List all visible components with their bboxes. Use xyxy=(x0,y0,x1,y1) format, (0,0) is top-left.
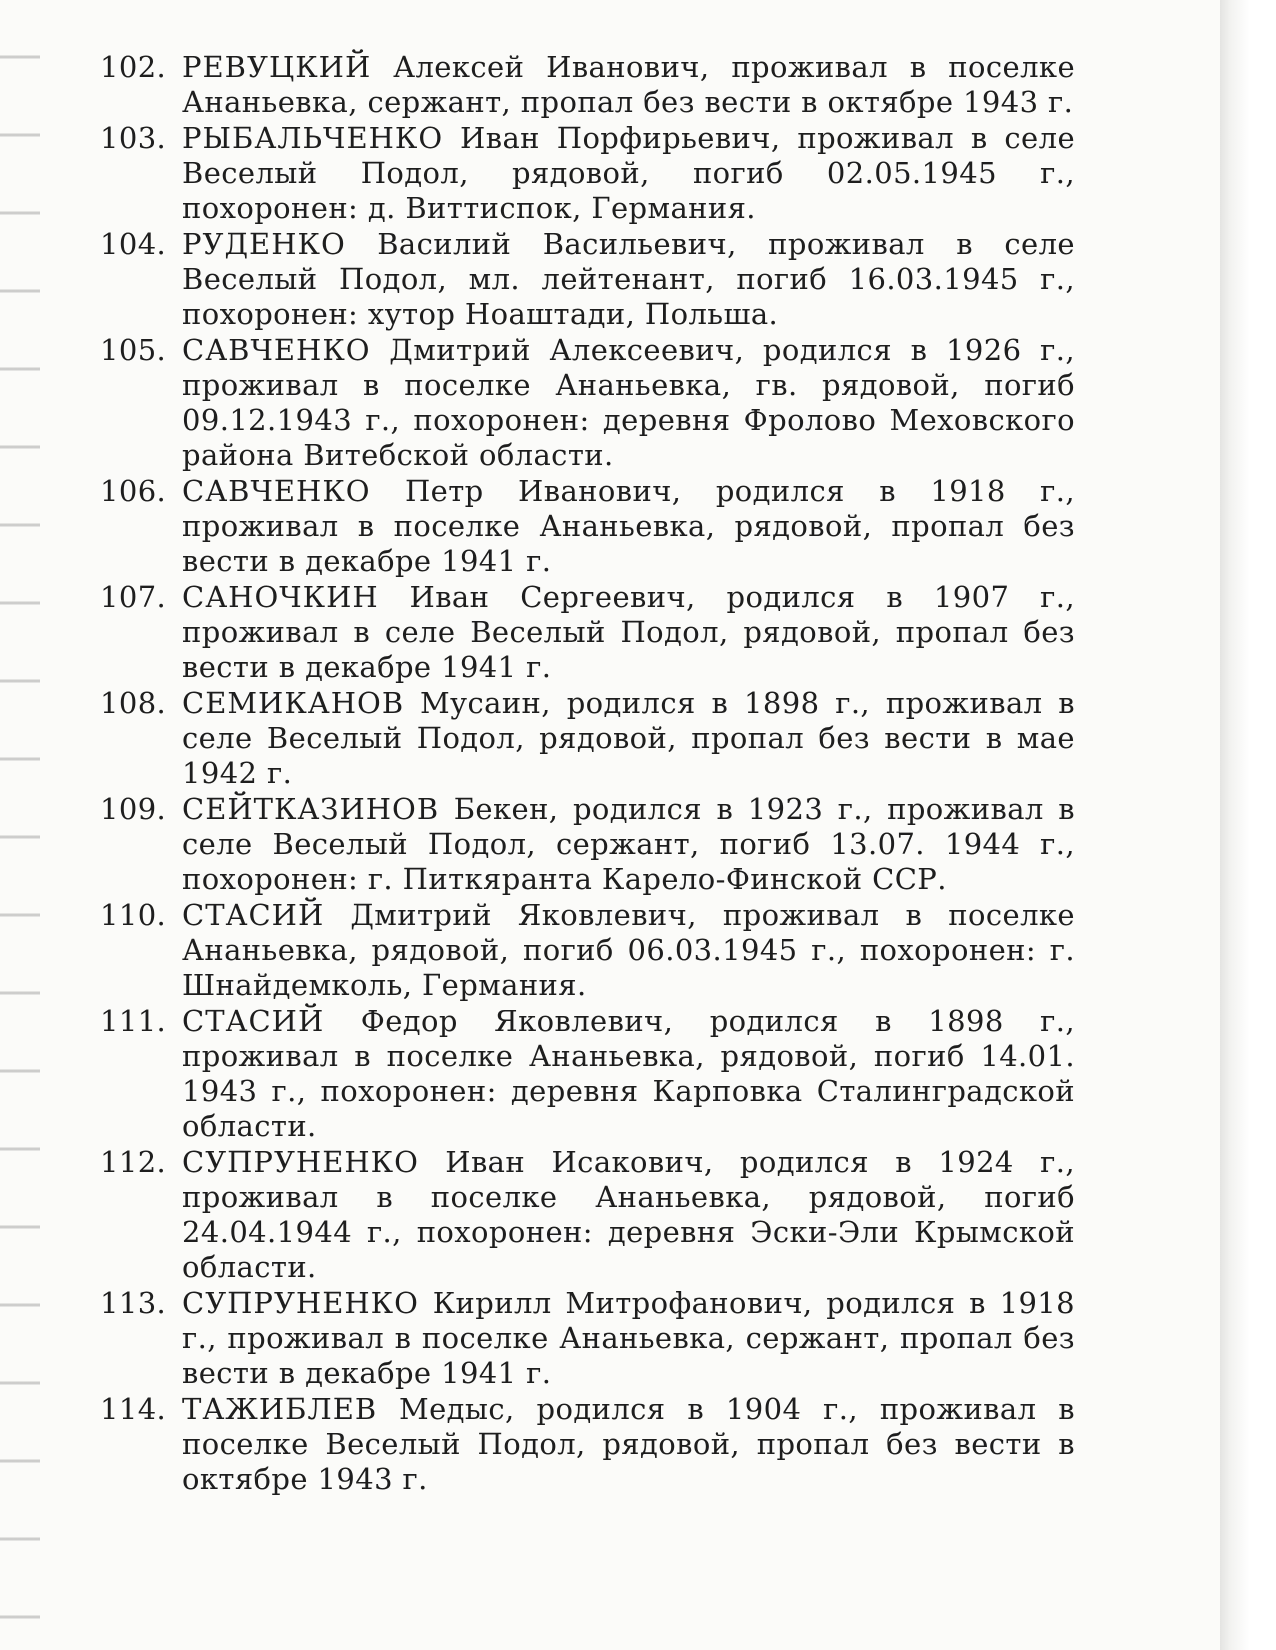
entry-number: 108. xyxy=(100,686,167,720)
entry-number: 114. xyxy=(100,1392,167,1426)
entry-text: Иван Исакович, родился в 1924 г., проживал в поселке Ананьевка, рядовой, погиб 24.04.1944 г., похоронен: деревня Эски-Эли Крымской области. xyxy=(182,1145,1075,1284)
entry-number: 110. xyxy=(100,898,167,932)
list-entry xyxy=(100,1145,1075,1285)
entry-surname: САВЧЕНКО xyxy=(182,333,371,367)
entry-number: 107. xyxy=(100,580,167,614)
entry-text: Федор Яковлевич, родился в 1898 г., проживал в поселке Ананьевка, рядовой, погиб 14.01. 1943 г., похоронен: деревня Карповка Сталинградской области. xyxy=(182,1004,1075,1143)
entry-text: Дмитрий Яковлевич, проживал в поселке Ананьевка, рядовой, погиб 06.03.1945 г., похоронен: г. Шнайдемколь, Германия. xyxy=(182,898,1075,1002)
entry-number: 112. xyxy=(100,1145,167,1179)
list-entry xyxy=(100,227,1075,332)
entry-number: 111. xyxy=(100,1004,167,1038)
list-entry xyxy=(100,121,1075,226)
entry-text: Мусаин, родился в 1898 г., проживал в селе Веселый Подол, рядовой, пропал без вести в мае 1942 г. xyxy=(182,686,1075,790)
entry-surname: СЕЙТКАЗИНОВ xyxy=(182,792,440,826)
entry-text: Медыс, родился в 1904 г., проживал в поселке Веселый Подол, рядовой, пропал без вести в октябре 1943 г. xyxy=(182,1392,1075,1496)
entry-surname: РЕВУЦКИЙ xyxy=(182,50,372,84)
list-entry xyxy=(100,50,1075,120)
entry-number: 109. xyxy=(100,792,167,826)
binding-edge xyxy=(0,0,40,1650)
list-entry xyxy=(100,1392,1075,1497)
entry-surname: РУДЕНКО xyxy=(182,227,346,261)
entry-text: Бекен, родился в 1923 г., проживал в селе Веселый Подол, сержант, погиб 13.07. 1944 г., похоронен: г. Питкяранта Карело-Финской ССР. xyxy=(182,792,1075,896)
list-entry xyxy=(100,686,1075,791)
entry-surname: САВЧЕНКО xyxy=(182,474,371,508)
entry-text: Иван Сергеевич, родился в 1907 г., проживал в селе Веселый Подол, рядовой, пропал без вести в декабре 1941 г. xyxy=(182,580,1075,684)
entry-text: Василий Васильевич, проживал в селе Веселый Подол, мл. лейтенант, погиб 16.03.1945 г., похоронен: хутор Ноаштади, Польша. xyxy=(182,227,1075,331)
entry-surname: САНОЧКИН xyxy=(182,580,379,614)
list-entry xyxy=(100,333,1075,473)
entry-number: 102. xyxy=(100,50,167,84)
entry-number: 103. xyxy=(100,121,167,155)
entry-number: 106. xyxy=(100,474,167,508)
entry-text: Дмитрий Алексеевич, родился в 1926 г., проживал в поселке Ананьевка, гв. рядовой, погиб 09.12.1943 г., похоронен: деревня Фролово Меховского района Витебской области. xyxy=(182,333,1075,472)
entry-number: 105. xyxy=(100,333,167,367)
entry-surname: СУПРУНЕНКО xyxy=(182,1145,419,1179)
entry-surname: СУПРУНЕНКО xyxy=(182,1286,419,1320)
list-entry xyxy=(100,898,1075,1003)
entry-surname: ТАЖИБЛЕВ xyxy=(182,1392,378,1426)
entry-surname: РЫБАЛЬЧЕНКО xyxy=(182,121,444,155)
entry-text: Петр Иванович, родился в 1918 г., проживал в поселке Ананьевка, рядовой, пропал без вести в декабре 1941 г. xyxy=(182,474,1075,578)
list-entry xyxy=(100,792,1075,897)
page-edge xyxy=(1220,0,1276,1650)
entry-surname: СТАСИЙ xyxy=(182,898,325,932)
list-entry xyxy=(100,580,1075,685)
list-entry xyxy=(100,1004,1075,1144)
list-entry xyxy=(100,474,1075,579)
entry-surname: СЕМИКАНОВ xyxy=(182,686,405,720)
entry-number: 104. xyxy=(100,227,167,261)
memorial-list xyxy=(100,50,1075,1498)
entry-number: 113. xyxy=(100,1286,167,1320)
entry-text: Алексей Иванович, проживал в поселке Ананьевка, сержант, пропал без вести в октябре 1943 г. xyxy=(182,50,1076,119)
entry-text: Кирилл Митрофанович, родился в 1918 г., проживал в поселке Ананьевка, сержант, пропал без вести в декабре 1941 г. xyxy=(182,1286,1076,1390)
entry-text: Иван Порфирьевич, проживал в селе Веселый Подол, рядовой, погиб 02.05.1945 г., похоронен: д. Виттиспок, Германия. xyxy=(182,121,1076,225)
list-entry xyxy=(100,1286,1075,1391)
entry-surname: СТАСИЙ xyxy=(182,1004,325,1038)
